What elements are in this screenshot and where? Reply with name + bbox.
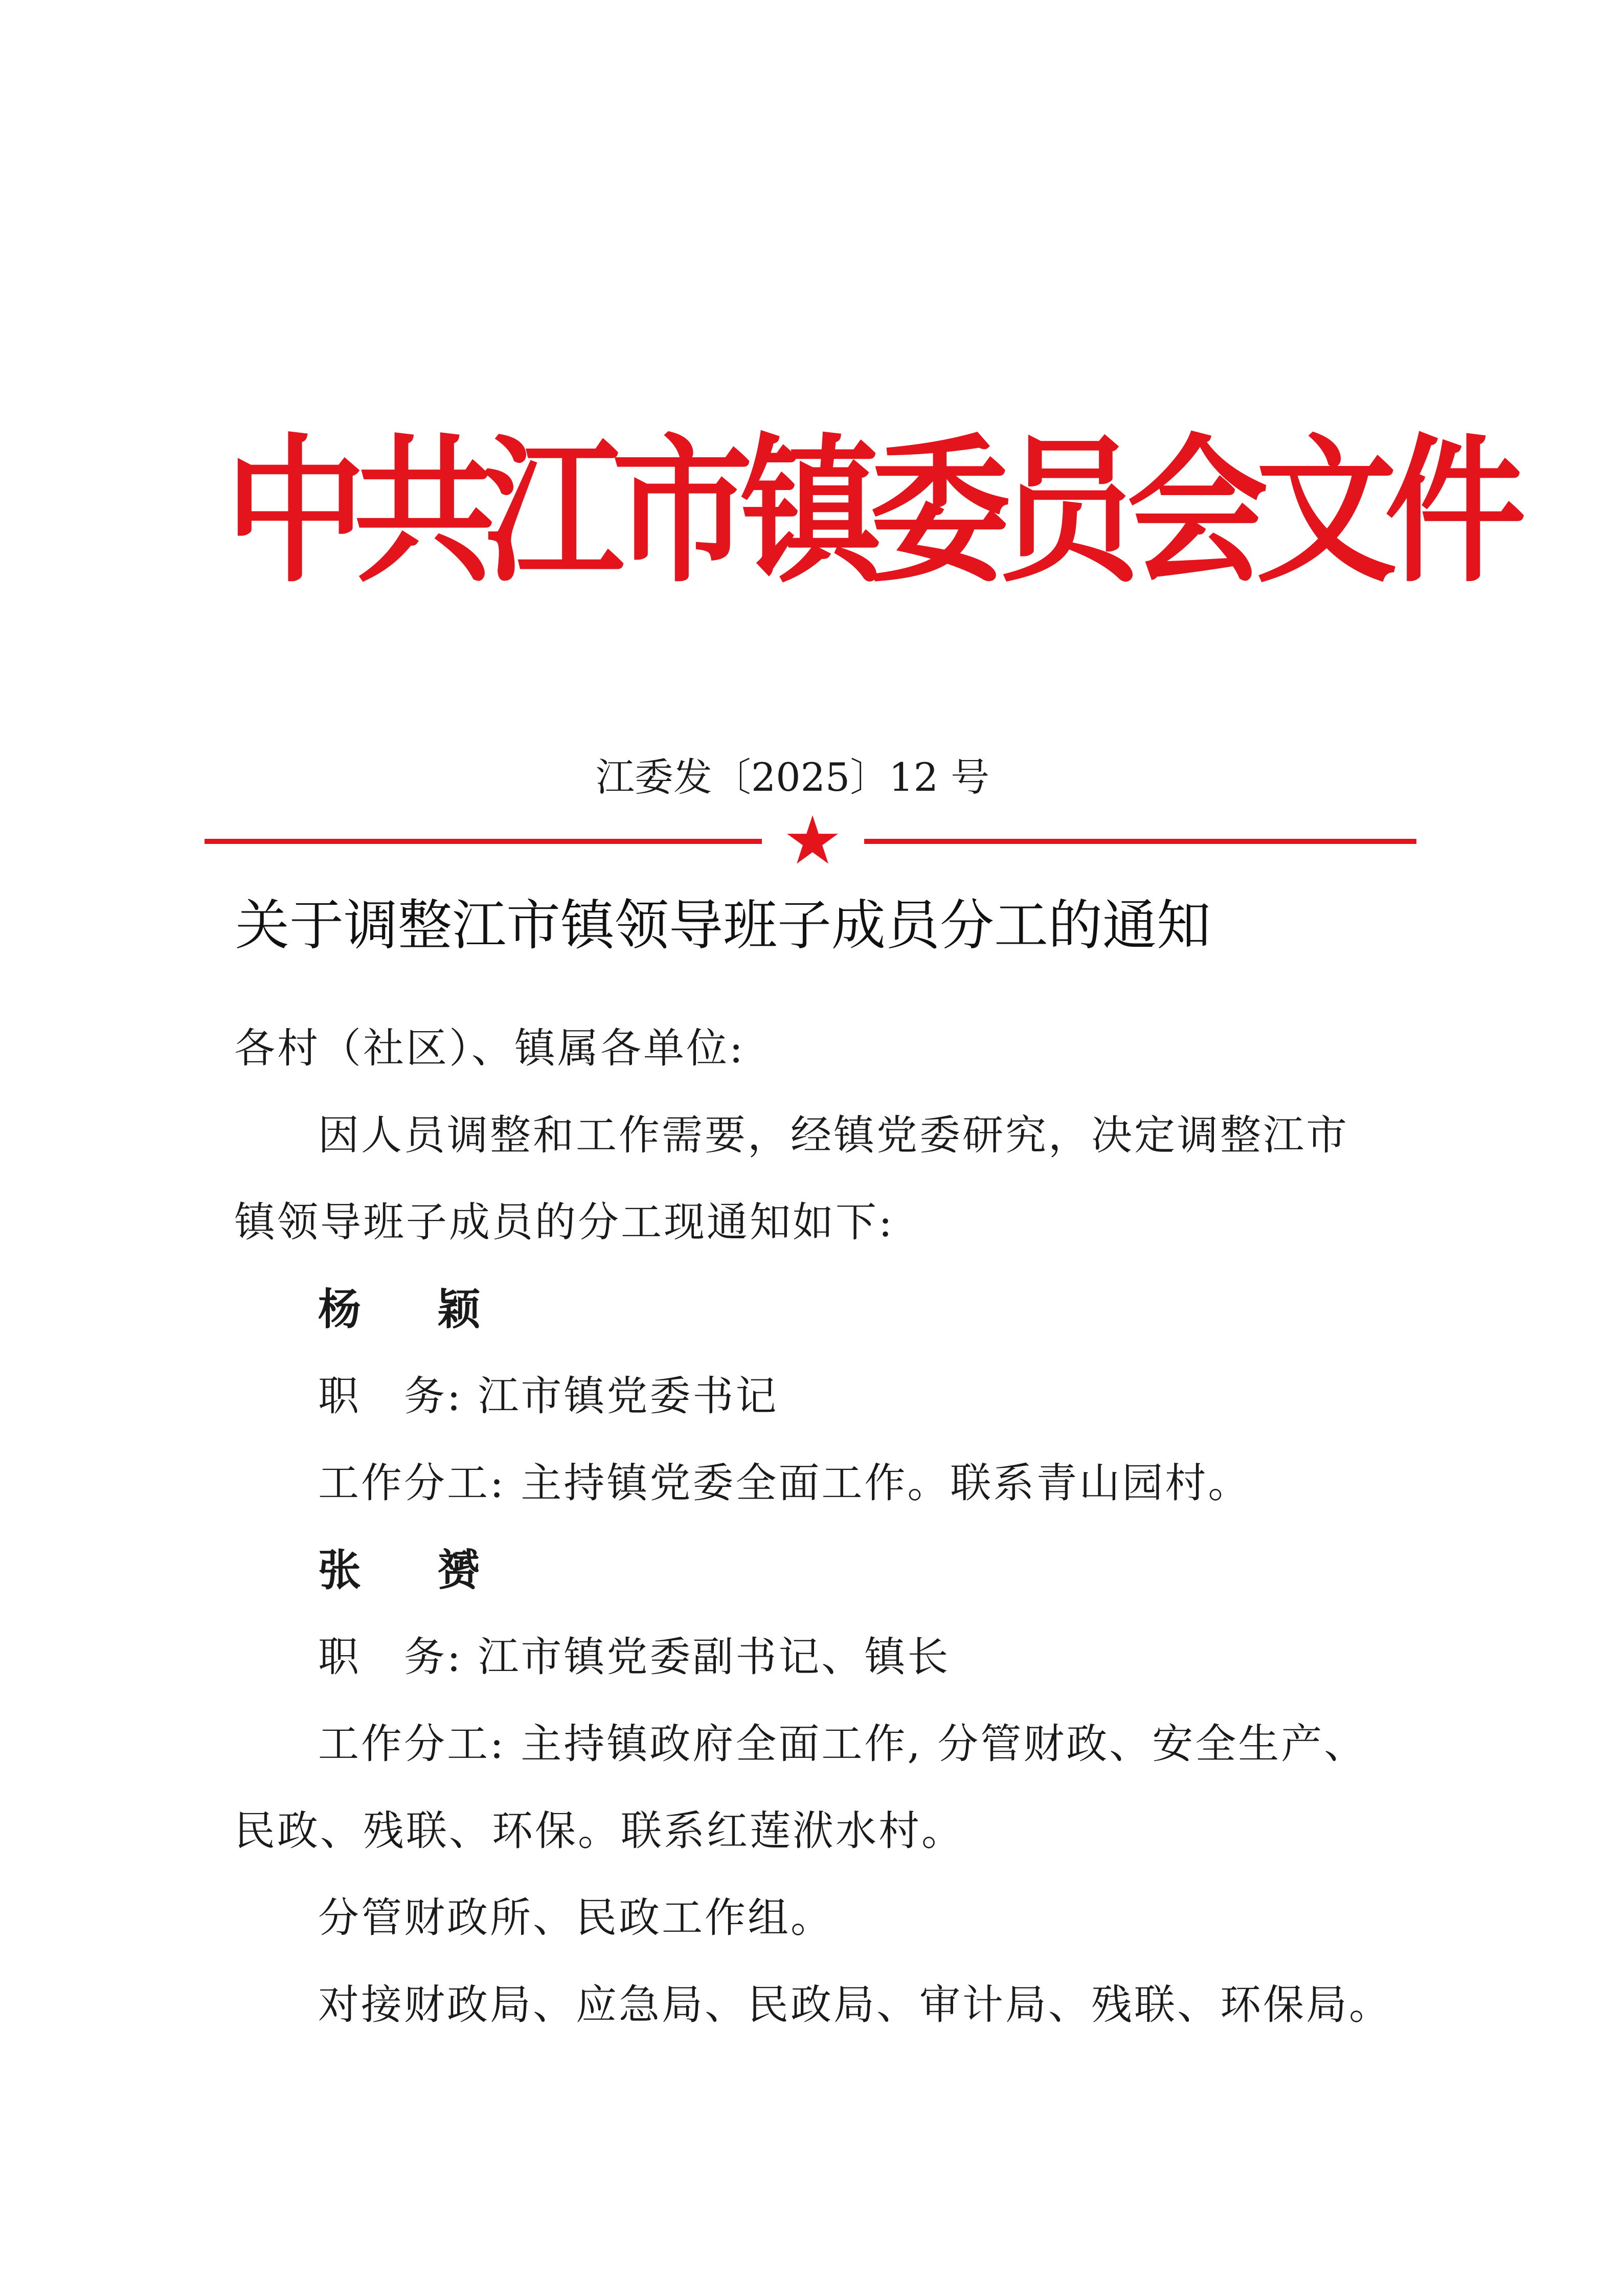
masthead-title: 中共江市镇委员会文件 bbox=[225, 418, 1514, 605]
red-star-icon: ★ bbox=[782, 801, 843, 879]
member-duty-line: 工作分工: 主持镇党委全面工作。联系青山园村。 bbox=[318, 1459, 1251, 1507]
red-divider-left bbox=[205, 839, 762, 844]
member-name: 杨 颖 bbox=[318, 1284, 511, 1334]
red-divider-right bbox=[864, 839, 1416, 844]
member-position: 职 务: 江市镇党委副书记、镇长 bbox=[318, 1633, 951, 1681]
notice-title: 关于调整江市镇领导班子成员分工的通知 bbox=[235, 894, 1211, 957]
member-extra-line: 分管财政所、民政工作组。 bbox=[318, 1894, 833, 1942]
member-position: 职 务: 江市镇党委书记 bbox=[318, 1372, 779, 1420]
member-duty-line: 工作分工: 主持镇政府全面工作, 分管财政、安全生产、 bbox=[318, 1720, 1367, 1768]
member-extra-line: 对接财政局、应急局、民政局、审计局、残联、环保局。 bbox=[318, 1981, 1392, 2028]
salutation: 各村（社区）、镇属各单位: bbox=[234, 1024, 745, 1072]
document-number: 江委发〔2025〕12 号 bbox=[595, 754, 990, 800]
member-name: 张 赟 bbox=[318, 1545, 511, 1595]
intro-line-2: 镇领导班子成员的分工现通知如下: bbox=[234, 1198, 894, 1246]
intro-line-1: 因人员调整和工作需要，经镇党委研究，决定调整江市 bbox=[318, 1111, 1349, 1159]
member-duty-line: 民政、残联、环保。联系红莲洑水村。 bbox=[234, 1807, 964, 1855]
